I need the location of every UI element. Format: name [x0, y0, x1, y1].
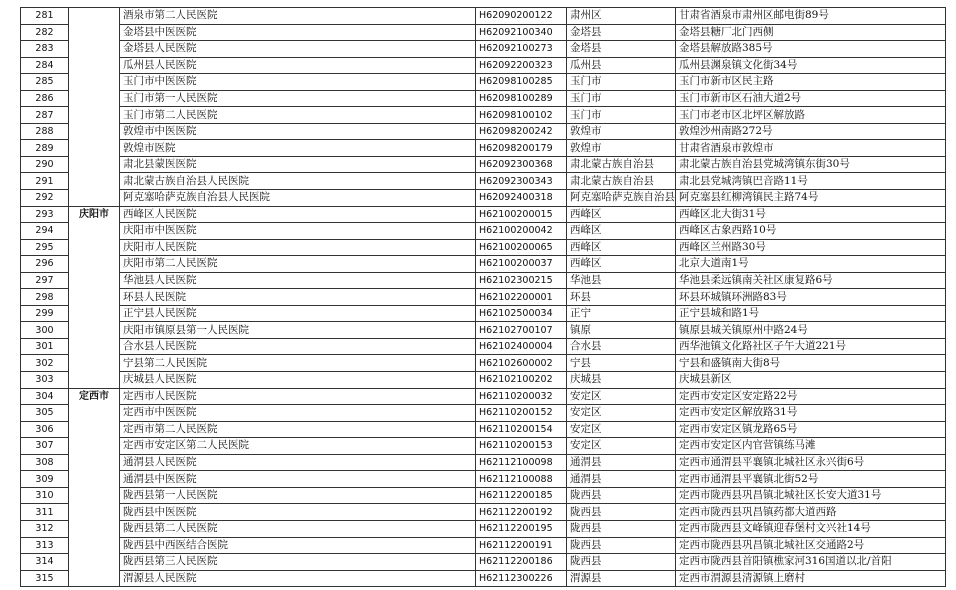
hospital-name-cell: 瓜州县人民医院 — [120, 57, 476, 74]
hospital-code-cell: H62092200323 — [476, 57, 567, 74]
district-cell: 肃北蒙古族自治县 — [567, 173, 676, 190]
hospital-code-cell: H62112100098 — [476, 454, 567, 471]
district-cell: 安定区 — [567, 421, 676, 438]
address-cell: 肃北县党城湾镇巴音路11号 — [676, 173, 946, 190]
table-row — [21, 305, 946, 322]
district-cell: 合水县 — [567, 338, 676, 355]
hospital-name-cell: 华池县人民医院 — [120, 272, 476, 289]
district-cell: 玉门市 — [567, 74, 676, 91]
address-cell: 西华池镇文化路社区子午大道221号 — [676, 338, 946, 355]
district-cell: 陇西县 — [567, 504, 676, 521]
table-row — [21, 405, 946, 422]
table-row — [21, 487, 946, 504]
district-cell: 敦煌市 — [567, 140, 676, 157]
address-cell: 西峰区北大街31号 — [676, 206, 946, 223]
address-cell: 玉门市新市区民主路 — [676, 74, 946, 91]
hospital-code-cell: H62090200122 — [476, 8, 567, 25]
row-number-cell: 305 — [21, 405, 69, 422]
table-row — [21, 173, 946, 190]
address-cell: 定西市陇西县巩昌镇北城社区长安大道31号 — [676, 487, 946, 504]
table-row — [21, 206, 946, 223]
row-number-cell: 297 — [21, 272, 69, 289]
hospital-code-cell: H62112200186 — [476, 554, 567, 571]
hospital-code-cell: H62102300215 — [476, 272, 567, 289]
hospital-name-cell: 庆阳市人民医院 — [120, 239, 476, 256]
table-row — [21, 355, 946, 372]
hospital-name-cell: 环县人民医院 — [120, 289, 476, 306]
address-cell: 金塔县解放路385号 — [676, 41, 946, 58]
table-row — [21, 322, 946, 339]
district-cell: 敦煌市 — [567, 123, 676, 140]
hospital-name-cell: 庆阳市第二人民医院 — [120, 256, 476, 273]
row-number-cell: 288 — [21, 123, 69, 140]
hospital-code-cell: H62100200065 — [476, 239, 567, 256]
district-cell: 肃州区 — [567, 8, 676, 25]
hospital-code-cell: H62112200195 — [476, 520, 567, 537]
hospital-code-cell: H62102100202 — [476, 372, 567, 389]
address-cell: 定西市通渭县平襄镇北街52号 — [676, 471, 946, 488]
address-cell: 宁县和盛镇南大街8号 — [676, 355, 946, 372]
hospital-name-cell: 西峰区人民医院 — [120, 206, 476, 223]
address-cell: 庆城县新区 — [676, 372, 946, 389]
row-number-cell: 287 — [21, 107, 69, 124]
hospital-name-cell: 庆阳市镇原县第一人民医院 — [120, 322, 476, 339]
table-row — [21, 190, 946, 207]
hospital-name-cell: 金塔县中医医院 — [120, 24, 476, 41]
hospital-name-cell: 玉门市第一人民医院 — [120, 90, 476, 107]
row-number-cell: 281 — [21, 8, 69, 25]
district-cell: 西峰区 — [567, 223, 676, 240]
hospital-name-cell: 金塔县人民医院 — [120, 41, 476, 58]
hospital-name-cell: 定西市中医医院 — [120, 405, 476, 422]
hospital-code-cell: H62098200242 — [476, 123, 567, 140]
table-row — [21, 57, 946, 74]
hospital-code-cell: H62112100088 — [476, 471, 567, 488]
address-cell: 西峰区兰州路30号 — [676, 239, 946, 256]
hospital-name-cell: 陇西县第三人民医院 — [120, 554, 476, 571]
address-cell: 定西市陇西县首阳镇樵家河316国道以北/首阳 — [676, 554, 946, 571]
hospital-name-cell: 合水县人民医院 — [120, 338, 476, 355]
hospital-name-cell: 玉门市第二人民医院 — [120, 107, 476, 124]
row-number-cell: 284 — [21, 57, 69, 74]
hospital-code-cell: H62112300226 — [476, 570, 567, 587]
hospital-table — [20, 7, 946, 587]
hospital-code-cell: H62092100340 — [476, 24, 567, 41]
address-cell: 玉门市老市区北坪区解放路 — [676, 107, 946, 124]
row-number-cell: 314 — [21, 554, 69, 571]
address-cell: 环县环城镇环洲路83号 — [676, 289, 946, 306]
district-cell: 西峰区 — [567, 206, 676, 223]
hospital-code-cell: H62112200192 — [476, 504, 567, 521]
district-cell: 通渭县 — [567, 471, 676, 488]
hospital-name-cell: 阿克塞哈萨克族自治县人民医院 — [120, 190, 476, 207]
district-cell: 陇西县 — [567, 554, 676, 571]
hospital-code-cell: H62112200191 — [476, 537, 567, 554]
table-row — [21, 454, 946, 471]
hospital-name-cell: 宁县第二人民医院 — [120, 355, 476, 372]
table-row — [21, 421, 946, 438]
row-number-cell: 312 — [21, 520, 69, 537]
hospital-code-cell: H62110200154 — [476, 421, 567, 438]
row-number-cell: 292 — [21, 190, 69, 207]
row-number-cell: 294 — [21, 223, 69, 240]
city-cell: 庆阳市 — [69, 206, 120, 388]
hospital-table-body — [21, 8, 946, 587]
address-cell: 定西市安定区解放路31号 — [676, 405, 946, 422]
row-number-cell: 307 — [21, 438, 69, 455]
district-cell: 陇西县 — [567, 520, 676, 537]
row-number-cell: 308 — [21, 454, 69, 471]
district-cell: 西峰区 — [567, 256, 676, 273]
address-cell: 金塔县糖厂北门西侧 — [676, 24, 946, 41]
district-cell: 环县 — [567, 289, 676, 306]
row-number-cell: 286 — [21, 90, 69, 107]
hospital-code-cell: H62110200032 — [476, 388, 567, 405]
city-cell: 定西市 — [69, 388, 120, 587]
table-row — [21, 256, 946, 273]
hospital-name-cell: 渭源县人民医院 — [120, 570, 476, 587]
district-cell: 渭源县 — [567, 570, 676, 587]
table-row — [21, 438, 946, 455]
row-number-cell: 310 — [21, 487, 69, 504]
district-cell: 肃北蒙古族自治县 — [567, 156, 676, 173]
row-number-cell: 293 — [21, 206, 69, 223]
hospital-code-cell: H62098100289 — [476, 90, 567, 107]
table-row — [21, 107, 946, 124]
row-number-cell: 313 — [21, 537, 69, 554]
district-cell: 陇西县 — [567, 537, 676, 554]
district-cell: 宁县 — [567, 355, 676, 372]
table-row — [21, 388, 946, 405]
row-number-cell: 298 — [21, 289, 69, 306]
hospital-code-cell: H62102500034 — [476, 305, 567, 322]
address-cell: 北京大道南1号 — [676, 256, 946, 273]
table-row — [21, 156, 946, 173]
city-cell — [69, 8, 120, 207]
hospital-name-cell: 陇西县第二人民医院 — [120, 520, 476, 537]
row-number-cell: 295 — [21, 239, 69, 256]
row-number-cell: 291 — [21, 173, 69, 190]
table-row — [21, 140, 946, 157]
address-cell: 定西市陇西县巩昌镇北城社区交通路2号 — [676, 537, 946, 554]
hospital-code-cell: H62100200037 — [476, 256, 567, 273]
address-cell: 甘肃省酒泉市敦煌市 — [676, 140, 946, 157]
district-cell: 正宁 — [567, 305, 676, 322]
address-cell: 华池县柔远镇南关社区康复路6号 — [676, 272, 946, 289]
district-cell: 安定区 — [567, 388, 676, 405]
row-number-cell: 304 — [21, 388, 69, 405]
hospital-name-cell: 敦煌市医院 — [120, 140, 476, 157]
table-row — [21, 239, 946, 256]
hospital-code-cell: H62092400318 — [476, 190, 567, 207]
row-number-cell: 296 — [21, 256, 69, 273]
hospital-name-cell: 定西市第二人民医院 — [120, 421, 476, 438]
address-cell: 定西市陇西县文峰镇迎春堡村文兴社14号 — [676, 520, 946, 537]
district-cell: 金塔县 — [567, 41, 676, 58]
hospital-name-cell: 敦煌市中医医院 — [120, 123, 476, 140]
address-cell: 定西市安定区安定路22号 — [676, 388, 946, 405]
table-row — [21, 90, 946, 107]
district-cell: 通渭县 — [567, 454, 676, 471]
table-row — [21, 289, 946, 306]
row-number-cell: 283 — [21, 41, 69, 58]
table-row — [21, 520, 946, 537]
district-cell: 安定区 — [567, 405, 676, 422]
district-cell: 镇原 — [567, 322, 676, 339]
address-cell: 甘肃省酒泉市肃州区邮电街89号 — [676, 8, 946, 25]
hospital-name-cell: 正宁县人民医院 — [120, 305, 476, 322]
address-cell: 镇原县城关镇原州中路24号 — [676, 322, 946, 339]
table-row — [21, 570, 946, 587]
district-cell: 阿克塞哈萨克族自治县 — [567, 190, 676, 207]
row-number-cell: 303 — [21, 372, 69, 389]
hospital-code-cell: H62102200001 — [476, 289, 567, 306]
address-cell: 敦煌沙州南路272号 — [676, 123, 946, 140]
address-cell: 定西市陇西县巩昌镇药都大道西路 — [676, 504, 946, 521]
row-number-cell: 299 — [21, 305, 69, 322]
district-cell: 庆城县 — [567, 372, 676, 389]
address-cell: 玉门市新市区石油大道2号 — [676, 90, 946, 107]
hospital-name-cell: 定西市安定区第二人民医院 — [120, 438, 476, 455]
hospital-code-cell: H62112200185 — [476, 487, 567, 504]
table-row — [21, 8, 946, 25]
row-number-cell: 285 — [21, 74, 69, 91]
hospital-name-cell: 肃北县蒙医医院 — [120, 156, 476, 173]
hospital-name-cell: 通渭县中医医院 — [120, 471, 476, 488]
district-cell: 华池县 — [567, 272, 676, 289]
address-cell: 定西市安定区内官营镇练马滩 — [676, 438, 946, 455]
hospital-name-cell: 肃北蒙古族自治县人民医院 — [120, 173, 476, 190]
district-cell: 玉门市 — [567, 107, 676, 124]
row-number-cell: 300 — [21, 322, 69, 339]
row-number-cell: 289 — [21, 140, 69, 157]
hospital-code-cell: H62092100273 — [476, 41, 567, 58]
hospital-name-cell: 庆城县人民医院 — [120, 372, 476, 389]
address-cell: 西峰区古象西路10号 — [676, 223, 946, 240]
hospital-code-cell: H62110200152 — [476, 405, 567, 422]
hospital-name-cell: 庆阳市中医医院 — [120, 223, 476, 240]
row-number-cell: 311 — [21, 504, 69, 521]
row-number-cell: 290 — [21, 156, 69, 173]
hospital-code-cell: H62100200015 — [476, 206, 567, 223]
table-row — [21, 24, 946, 41]
hospital-name-cell: 陇西县中医医院 — [120, 504, 476, 521]
hospital-code-cell: H62098100102 — [476, 107, 567, 124]
address-cell: 定西市安定区镇龙路65号 — [676, 421, 946, 438]
table-row — [21, 223, 946, 240]
table-row — [21, 123, 946, 140]
address-cell: 阿克塞县红柳湾镇民主路74号 — [676, 190, 946, 207]
hospital-code-cell: H62100200042 — [476, 223, 567, 240]
table-row — [21, 471, 946, 488]
hospital-code-cell: H62102700107 — [476, 322, 567, 339]
table-row — [21, 372, 946, 389]
row-number-cell: 309 — [21, 471, 69, 488]
table-row — [21, 338, 946, 355]
hospital-name-cell: 陇西县中西医结合医院 — [120, 537, 476, 554]
row-number-cell: 315 — [21, 570, 69, 587]
hospital-code-cell: H62102600002 — [476, 355, 567, 372]
hospital-name-cell: 陇西县第一人民医院 — [120, 487, 476, 504]
row-number-cell: 302 — [21, 355, 69, 372]
district-cell: 陇西县 — [567, 487, 676, 504]
district-cell: 瓜州县 — [567, 57, 676, 74]
hospital-code-cell: H62092300343 — [476, 173, 567, 190]
hospital-code-cell: H62092300368 — [476, 156, 567, 173]
table-row — [21, 537, 946, 554]
address-cell: 定西市通渭县平襄镇北城社区永兴街6号 — [676, 454, 946, 471]
hospital-name-cell: 酒泉市第二人民医院 — [120, 8, 476, 25]
address-cell: 瓜州县渊泉镇文化街34号 — [676, 57, 946, 74]
district-cell: 玉门市 — [567, 90, 676, 107]
hospital-name-cell: 定西市人民医院 — [120, 388, 476, 405]
district-cell: 金塔县 — [567, 24, 676, 41]
row-number-cell: 282 — [21, 24, 69, 41]
district-cell: 安定区 — [567, 438, 676, 455]
row-number-cell: 301 — [21, 338, 69, 355]
table-row — [21, 554, 946, 571]
table-row — [21, 74, 946, 91]
table-row — [21, 41, 946, 58]
address-cell: 肃北蒙古族自治县党城湾镇东街30号 — [676, 156, 946, 173]
address-cell: 正宁县城和路1号 — [676, 305, 946, 322]
address-cell: 定西市渭源县清源镇上磨村 — [676, 570, 946, 587]
hospital-name-cell: 通渭县人民医院 — [120, 454, 476, 471]
hospital-code-cell: H62102400004 — [476, 338, 567, 355]
hospital-code-cell: H62098100285 — [476, 74, 567, 91]
district-cell: 西峰区 — [567, 239, 676, 256]
table-row — [21, 272, 946, 289]
hospital-code-cell: H62098200179 — [476, 140, 567, 157]
table-row — [21, 504, 946, 521]
hospital-name-cell: 玉门市中医医院 — [120, 74, 476, 91]
row-number-cell: 306 — [21, 421, 69, 438]
hospital-code-cell: H62110200153 — [476, 438, 567, 455]
